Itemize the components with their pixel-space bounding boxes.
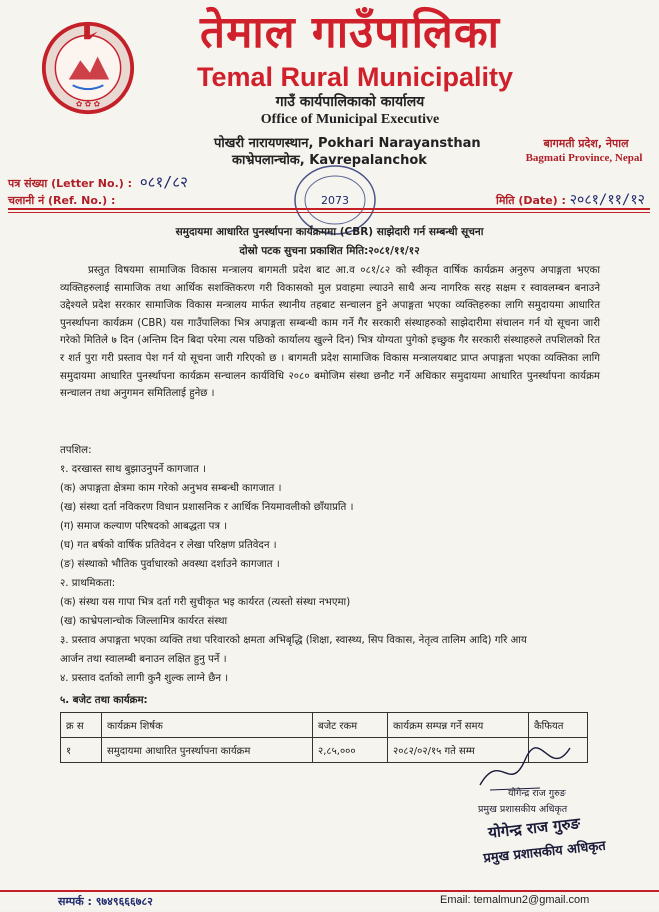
date-label: मिति (Date) : [496,194,566,207]
tapsil-heading: तपशिल: [60,445,92,456]
table-cell: २,८५,००० [313,738,388,763]
table-cell: १ [61,738,102,763]
list-item: २. प्राथमिकता: [60,578,116,589]
header-divider-thin [8,212,650,213]
list-item: आर्जन तथा स्वालम्बी बनाउन लक्षित हुनु पर्ने । [60,654,227,665]
table-header-cell: क्र स [61,713,102,738]
header-divider [8,208,650,210]
signatory-title: प्रमुख प्रशासकीय अधिकृत [478,804,568,815]
table-header-row [61,713,588,738]
office-name-english: Office of Municipal Executive [260,112,440,127]
letter-number-label: पत्र संख्या (Letter No.) : [8,177,133,190]
list-item: १. दरखास्त साथ बुझाउनुपर्ने कागजात । [60,464,206,475]
table-header-cell: कार्यक्रम शिर्षक [102,713,313,738]
letter-number-value: ०८१/८२ [139,173,188,191]
table-header-cell: कैफियत [529,713,588,738]
footer-phone: सम्पर्क : ९७४९६६६७८२ [58,895,153,908]
list-item: (ख) संस्था दर्ता नविकरण विधान प्रशासनिक र आर्थिक नियमावलीको छाँयाप्रति । [60,502,354,513]
list-item: (क) अपाङ्गता क्षेत्रमा काम गरेको अनुभव सम्बन्धी कागजात । [60,483,282,494]
municipality-title-nepali: तेमाल गाउँपालिका [199,7,501,58]
notice-subject: समुदायमा आधारित पुनर्स्थापना कार्यक्रममा (CBR) साझेदारी गर्न सम्बन्धी सूचना [175,226,484,238]
table-cell: समुदायमा आधारित पुनर्स्थापना कार्यक्रम [102,738,313,763]
address-line-1: पोखरी नारायणस्थान, Pokhari Narayansthan [214,136,481,151]
signatory-name: योगेन्द्र राज गुरुङ [508,788,566,799]
list-item: ४. प्रस्ताव दर्ताको लागी कुनै शुल्क लाग्ने छैन । [60,673,229,684]
list-item: (ङ) संस्थाको भौतिक पुर्वाधारको अवस्था दर्शाउने कागजात । [60,559,280,570]
address-line-2: काभ्रेपलान्चोक, Kavrepalanchok [232,153,427,168]
date-value: २०८१/११/१२ [569,192,645,208]
office-name-nepali: गाउँ कार्यपालिकाको कार्यालय [275,94,425,110]
footer [0,890,659,912]
province-english: Bagmati Province, Nepal [525,152,643,164]
footer-email: Email: temalmun2@gmail.com [440,894,590,906]
list-item: ३. प्रस्ताव अपाङ्गता भएका व्यक्ति तथा परिवारको क्षमता अभिबृद्धि (शिक्षा, स्वास्थ्य, सिप विकास, नेतृत्व तालिम आदि) गरि आय [60,635,527,646]
table-header-cell: कार्यक्रम सम्पन्न गर्ने समय [388,713,529,738]
list-item: ५. बजेट तथा कार्यक्रम: [60,695,148,706]
municipality-title-english: Temal Rural Municipality [196,62,514,92]
notice-paragraph: प्रस्तुत विषयमा सामाजिक विकास मन्त्रालय बागमती प्रदेश बाट आ.व ०८१/८२ को स्वीकृत वार्षिक कार्यक्रम अनुरुप अपाङ्गता भएका व्यक्तिहरुलाई सामाजिक तथा आर्थिक सशक्तिकरण गरी विकासको मुल प्रवाहमा ल्याउने साथै अन्य नागरिक सरह सक्षम र स्वावलम्बन बनाउने उद्देश्यले प्रदेश सरकार सामाजिक विकास मन्त्रालय मार्फत स्थानीय तहबाट सन्चालन हुने अपाङ्गता भएका व्यक्तिहरुका लागि समुदायमा आधारित पुनर्स्थापना कार्यक्रम (CBR) यस गाउँपालिका भित्र अपाङ्गता सम्बन्धी काम गर्ने गैर सरकारी संस्थाहरुको साझेदारीमा संचालन गर्न यो सूचना जारी गरेको मितिले ७ दिन (अन्तिम दिन बिदा परेमा त्यस पछिको कार्यालय खुल्ने दिन) भित्र योग्यता पुगेको इच्छुक गैर सरकारी संस्थाहरुले तपशिलको रित र शर्त पुरा गरी प्रस्ताव पेश गर्न यो सूचना जारी गरिएको छ । बागमती प्रदेश सामाजिक विकास मन्त्रालयबाट प्राप्त अपाङ्गता भएका व्यक्तिका लागि समुदायमा आधारित पुनर्स्थापना कार्यक्रम सन्चालन कार्यविधि २०८० बमोजिम संस्था छनौट गर्ने अधिकार समुदायमा आधारित पुनर्स्थापना कार्यक्रम सन्चालन तथा अनुगमन समितिलाई हुनेछ । [60,265,600,400]
letter-number [8,172,188,192]
list-item: (ख) काभ्रेपलान्चोक जिल्लामित्र कार्यरत संस्था [60,616,228,627]
municipality-emblem-icon [40,20,136,116]
notice-publish-date: दोस्रो पटक सुचना प्रकाशित मिति:२०८१/११/१२ [239,245,420,257]
signature-stamp-title: प्रमुख प्रशासकीय अधिकृत [482,838,607,867]
stamp-year: 2073 [321,194,349,207]
letter-date [496,190,645,209]
list-item: (घ) गत बर्षको वार्षिक प्रतिवेदन र लेखा परिक्षण प्रतिवेदन । [60,540,277,551]
list-item: (ग) समाज कल्याण परिषदको आबद्धता पत्र । [60,521,228,532]
reference-number-label: चलानी नं (Ref. No.) : [8,194,116,207]
list-item: (क) संस्था यस गापा भित्र दर्ता गरी सुचीकृत भइ कार्यरत (त्यस्तो संस्था नभएमा) [60,597,351,608]
table-header-cell: बजेट रकम [313,713,388,738]
province-nepali: बागमती प्रदेश, नेपाल [543,137,629,150]
table-cell: २०८२/०२/१५ गते सम्म [388,738,529,763]
svg-text:✿ ✿ ✿: ✿ ✿ ✿ [75,99,101,109]
signature-stamp-name: योगेन्द्र राज गुरुङ [487,814,581,842]
